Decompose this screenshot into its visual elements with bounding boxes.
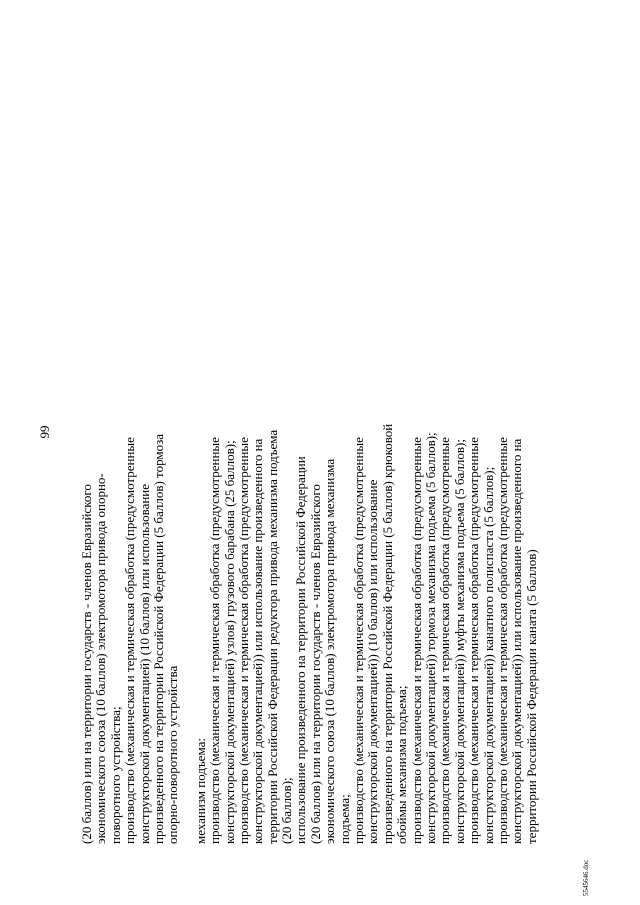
text-line: конструкторской документацией)) канатного полиспаста (5 баллов); xyxy=(480,466,496,844)
text-line: производство (механическая и термическая обработка (предусмотренные xyxy=(466,437,482,844)
text-line: производство (механическая и термическая обработка (предусмотренные xyxy=(351,437,367,844)
text-line: производство (механическая и термическая обработка (предусмотренные xyxy=(235,437,251,844)
text-line: использование произведенного на территории Российской Федерации xyxy=(293,456,309,844)
text-line: производство (механическая и термическая обработка (предусмотренные xyxy=(207,437,223,844)
text-line: подъема; xyxy=(336,794,352,844)
text-line: конструкторской документацией) (10 баллов) или использование xyxy=(136,483,152,844)
text-line: территории Российской Федерации каната (5 баллов) xyxy=(523,549,539,844)
text-line: (20 баллов); xyxy=(279,777,295,844)
text-line: произведенного на территории Российской Федерации (5 баллов) крюковой xyxy=(379,423,395,844)
text-line: конструкторской документацией)) муфты механизма подъема (5 баллов); xyxy=(451,439,467,844)
document-file-id: 5545646.doc xyxy=(582,859,590,896)
section-hoisting-mechanism xyxy=(194,34,539,844)
text-line: поворотного устройства; xyxy=(107,706,123,844)
text-line: экономического союза (10 баллов) электромотора привода механизма xyxy=(322,458,338,844)
text-line: конструкторской документацией)) или использование произведенного на xyxy=(250,438,266,844)
text-line: (20 баллов) или на территории государств - членов Евразийского xyxy=(79,484,94,844)
text-line: экономического союза (10 баллов) электромотора привода опорно- xyxy=(93,473,109,844)
text-line: территории Российской Федерации редуктора привода механизма подъема xyxy=(264,429,280,844)
text-line: конструкторской документацией)) тормоза механизма подъема (5 баллов); xyxy=(422,432,438,844)
text-line: производство (механическая и термическая обработка (предусмотренные xyxy=(408,437,424,844)
text-line: опорно-поворотного устройства xyxy=(165,665,181,844)
text-line: обоймы механизма подъема; xyxy=(394,685,410,844)
text-line: (20 баллов) или на территории государств - членов Евразийского xyxy=(307,484,323,844)
text-line: производство (механическая и термическая обработка (предусмотренные xyxy=(437,437,453,844)
section-slewing-device xyxy=(80,34,181,844)
text-line: конструкторской документацией)) (10 баллов) или использование xyxy=(365,479,381,844)
text-line: производство (механическая и термическая обработка (предусмотренные xyxy=(494,437,510,844)
section-heading: механизм подъема: xyxy=(192,738,208,844)
page-number: 99 xyxy=(37,425,52,439)
text-line: произведенного на территории Российской Федерации (5 баллов) тормоза xyxy=(150,433,166,844)
paragraph-gap xyxy=(181,34,194,844)
text-line: конструкторской документацией) узлов) грузового барабана (25 баллов); xyxy=(221,440,237,844)
text-line: производство (механическая и термическая обработка (предусмотренные xyxy=(122,437,138,844)
document-body xyxy=(80,34,539,844)
text-line: конструкторской документацией)) или использование произведенного на xyxy=(509,438,525,844)
